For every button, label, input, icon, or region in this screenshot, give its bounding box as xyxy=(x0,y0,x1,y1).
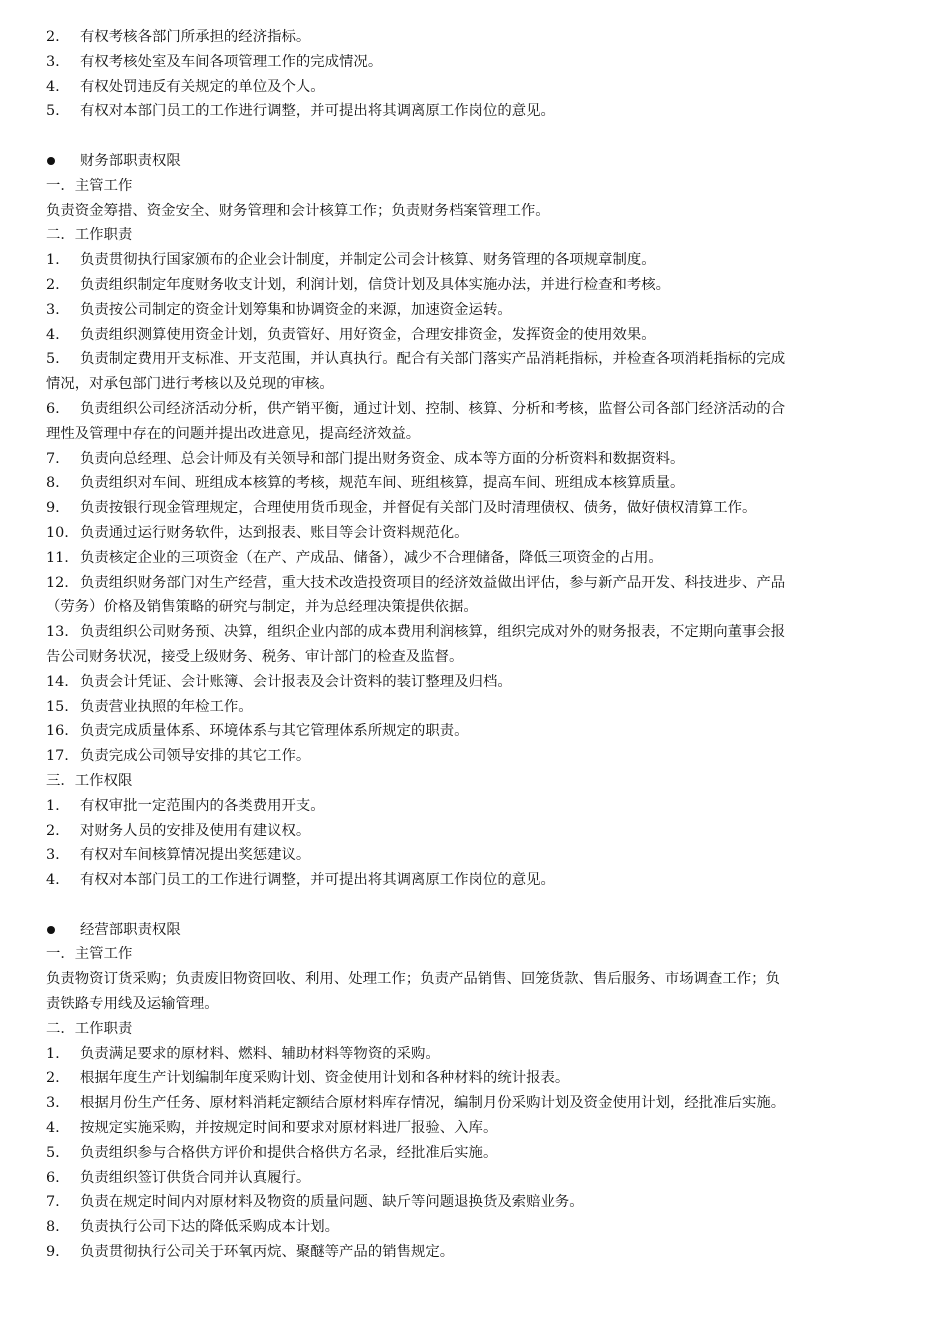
list-item: 16. 负责完成质量体系、环境体系与其它管理体系所规定的职责。 xyxy=(46,723,469,740)
section-title-row xyxy=(46,918,904,943)
list-item-continuation: 理性及管理中存在的问题并提出改进意见，提高经济效益。 xyxy=(46,425,421,442)
list-item: 11. 负责核定企业的三项资金（在产、产成品、储备），减少不合理储备，降低三项资金的占用。 xyxy=(46,549,663,566)
list-item: 13. 负责组织公司财务预、决算，组织企业内部的成本费用利润核算，组织完成对外的财务报表，不定期向董事会报 告公司财务状况，接受上级财务、税务、审计部门的检查及监督。 xyxy=(46,620,904,670)
list-item: 4. 有权对本部门员工的工作进行调整，并可提出将其调离原工作岗位的意见。 xyxy=(46,872,555,889)
list-item: 5. 有权对本部门员工的工作进行调整，并可提出将其调离原工作岗位的意见。 xyxy=(46,103,555,120)
list-item: 2. 有权考核各部门所承担的经济指标。 xyxy=(46,29,311,45)
operations-section xyxy=(46,918,904,1265)
list-item: 2. 对财务人员的安排及使用有建议权。 xyxy=(46,822,311,839)
list-item: 4. 有权处罚违反有关规定的单位及个人。 xyxy=(46,78,325,95)
list-item-continuation: 告公司财务状况，接受上级财务、税务、审计部门的检查及监督。 xyxy=(46,648,464,665)
main-text-continuation: 责铁路专用线及运输管理。 xyxy=(46,996,219,1013)
main-heading: 一．主管工作 xyxy=(46,946,133,963)
powers-heading: 三．工作权限 xyxy=(46,772,133,789)
list-item: 3. 有权对车间核算情况提出奖惩建议。 xyxy=(46,847,311,864)
list-item: 2. 根据年度生产计划编制年度采购计划、资金使用计划和各种材料的统计报表。 xyxy=(46,1070,570,1087)
list-item: 5. 负责制定费用开支标准、开支范围，并认真执行。配合有关部门落实产品消耗指标，并检查各项消耗指标的完成 情况，对承包部门进行考核以及兑现的审核。 xyxy=(46,347,904,397)
list-item: 6. 负责组织公司经济活动分析，供产销平衡，通过计划、控制、核算、分析和考核，监督公司各部门经济活动的合 理性及管理中存在的问题并提出改进意见，提高经济效益。 xyxy=(46,397,904,447)
main-text: 负责物资订货采购；负责废旧物资回收、利用、处理工作；负责产品销售、回笼货款、售后服务、市场调查工作；负 xyxy=(46,971,780,988)
spacer xyxy=(46,124,904,149)
finance-powers xyxy=(46,794,904,893)
list-item: 1. 负责贯彻执行国家颁布的企业会计制度，并制定公司会计核算、财务管理的各项规章制度。 xyxy=(46,252,656,269)
list-item: 9. 负责贯彻执行公司关于环氧丙烷、聚醚等产品的销售规定。 xyxy=(46,1244,455,1261)
list-item: 3. 有权考核处室及车间各项管理工作的完成情况。 xyxy=(46,53,383,70)
bullet-icon xyxy=(46,918,80,943)
list-item: 3. 根据月份生产任务、原材料消耗定额结合原材料库存情况，编制月份采购计划及资金使用计划，经批准后实施。 xyxy=(46,1095,786,1112)
list-item: 3. 负责按公司制定的资金计划筹集和协调资金的来源，加速资金运转。 xyxy=(46,301,512,318)
list-item: 12. 负责组织财务部门对生产经营，重大技术改造投资项目的经济效益做出评估，参与新产品开发、科技进步、产品 （劳务）价格及销售策略的研究与制定，并为总经理决策提供依据。 xyxy=(46,571,904,621)
list-item: 14. 负责会计凭证、会计账簿、会计报表及会计资料的装订整理及归档。 xyxy=(46,673,512,690)
list-item: 8. 负责组织对车间、班组成本核算的考核，规范车间、班组核算，提高车间、班组成本核算质量。 xyxy=(46,475,685,492)
list-item: 4. 按规定实施采购，并按规定时间和要求对原材料进厂报验、入库。 xyxy=(46,1120,498,1137)
section-title: 财务部职责权限 xyxy=(80,152,181,169)
list-item: 1. 负责满足要求的原材料、燃料、辅助材料等物资的采购。 xyxy=(46,1045,440,1062)
finance-section xyxy=(46,149,904,893)
list-item: 9. 负责按银行现金管理规定，合理使用货币现金，并督促有关部门及时清理债权、债务，做好债权清算工作。 xyxy=(46,500,757,517)
list-item: 8. 负责执行公司下达的降低采购成本计划。 xyxy=(46,1219,340,1236)
list-item: 17. 负责完成公司领导安排的其它工作。 xyxy=(46,748,311,765)
duties-heading: 二．工作职责 xyxy=(46,227,133,244)
duties-heading: 二．工作职责 xyxy=(46,1020,133,1037)
list-item-continuation: 情况，对承包部门进行考核以及兑现的审核。 xyxy=(46,376,334,393)
list-item: 10. 负责通过运行财务软件，达到报表、账目等会计资料规范化。 xyxy=(46,524,469,541)
list-item: 4. 负责组织测算使用资金计划，负责管好、用好资金，合理安排资金，发挥资金的使用效果。 xyxy=(46,326,656,343)
list-item: 7. 负责向总经理、总会计师及有关领导和部门提出财务资金、成本等方面的分析资料和数据资料。 xyxy=(46,450,685,467)
list-item: 2. 负责组织制定年度财务收支计划，利润计划，信贷计划及具体实施办法，并进行检查和考核。 xyxy=(46,276,671,293)
spacer xyxy=(46,893,904,918)
document-page xyxy=(46,25,904,1265)
top-list xyxy=(46,25,904,124)
list-item-continuation: （劳务）价格及销售策略的研究与制定，并为总经理决策提供依据。 xyxy=(46,599,478,616)
main-text: 负责资金筹措、资金安全、财务管理和会计核算工作；负责财务档案管理工作。 xyxy=(46,202,550,219)
section-title-row xyxy=(46,149,904,174)
main-heading: 一．主管工作 xyxy=(46,177,133,194)
finance-duties xyxy=(46,248,904,769)
list-item: 7. 负责在规定时间内对原材料及物资的质量问题、缺斤等问题退换货及索赔业务。 xyxy=(46,1194,584,1211)
list-item: 6. 负责组织签订供货合同并认真履行。 xyxy=(46,1169,311,1186)
list-item: 15. 负责营业执照的年检工作。 xyxy=(46,698,253,715)
bullet-icon xyxy=(46,149,80,174)
operations-duties xyxy=(46,1042,904,1265)
list-item: 5. 负责组织参与合格供方评价和提供合格供方名录，经批准后实施。 xyxy=(46,1144,498,1161)
section-title: 经营部职责权限 xyxy=(80,921,181,938)
list-item: 1. 有权审批一定范围内的各类费用开支。 xyxy=(46,797,325,814)
